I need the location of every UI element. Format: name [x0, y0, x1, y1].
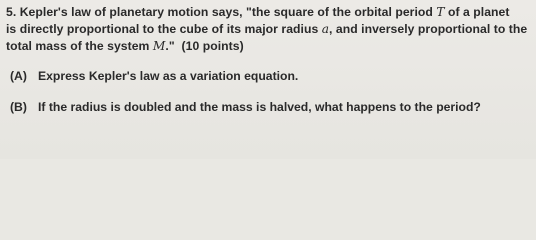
points-label: (10 points) [181, 39, 244, 53]
part-a-text: Express Kepler's law as a variation equation. [38, 69, 299, 83]
part-a [10, 68, 298, 85]
mass-variable: M [152, 39, 166, 53]
question-number: 5. [6, 5, 17, 19]
radius-variable: a [321, 22, 330, 36]
part-b [10, 99, 481, 116]
question-stem [6, 4, 530, 55]
part-a-label: (A) [10, 69, 27, 83]
question-line-3: total mass of the system M." (10 points) [6, 39, 244, 53]
question-line-2: is directly proportional to the cube of its major radius a, and inversely proportional to the [6, 22, 528, 36]
question-line-1: 5. Kepler's law of planetary motion says, "the square of the orbital period T of a planet [6, 5, 510, 19]
part-b-label: (B) [10, 100, 27, 114]
part-b-text: If the radius is doubled and the mass is halved, what happens to the period? [38, 100, 481, 114]
period-variable: T [436, 5, 445, 19]
